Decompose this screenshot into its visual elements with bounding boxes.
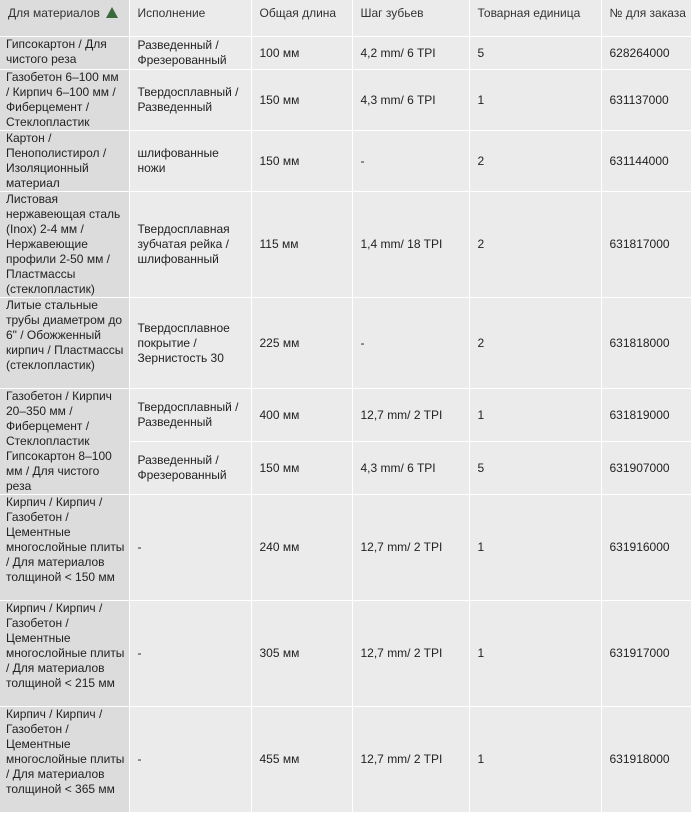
- version-cell: Твердосплавная зубчатая рейка / шлифованный: [129, 192, 251, 298]
- material-cell: Гипсокартон / Для чистого реза: [0, 37, 129, 70]
- length-cell: 225 мм: [251, 298, 352, 389]
- version-cell: -: [129, 601, 251, 707]
- table-row: [0, 298, 691, 389]
- column-header-pitch[interactable]: [352, 0, 469, 37]
- column-header-length[interactable]: [251, 0, 352, 37]
- length-cell: 150 мм: [251, 442, 352, 495]
- length-cell: 305 мм: [251, 601, 352, 707]
- version-cell: шлифованные ножи: [129, 131, 251, 192]
- table-header-row: [0, 0, 691, 37]
- unit-cell: 5: [469, 442, 601, 495]
- version-cell: Разведенный / Фрезерованный: [129, 442, 251, 495]
- pitch-cell: 4,3 mm/ 6 TPI: [352, 70, 469, 131]
- pitch-cell: 12,7 mm/ 2 TPI: [352, 707, 469, 813]
- version-cell: -: [129, 707, 251, 813]
- pitch-cell: -: [352, 131, 469, 192]
- table-row: [0, 707, 691, 813]
- column-header-label: Исполнение: [137, 6, 206, 20]
- unit-cell: 2: [469, 192, 601, 298]
- material-cell: Литые стальные трубы диаметром до 6" / Обожженный кирпич / Пластмассы (стеклопластик): [0, 298, 129, 389]
- length-cell: 240 мм: [251, 495, 352, 601]
- table-row: [0, 131, 691, 192]
- triangle-up-icon[interactable]: [106, 7, 118, 18]
- material-cell: Газобетон / Кирпич 20–350 мм / Фиберцемент / Стеклопластик: [6, 389, 112, 448]
- column-header-unit[interactable]: [469, 0, 601, 37]
- unit-cell: 5: [469, 37, 601, 70]
- pitch-cell: 12,7 mm/ 2 TPI: [352, 601, 469, 707]
- column-header-version[interactable]: [129, 0, 251, 37]
- column-header-label: Общая длина: [259, 6, 337, 20]
- length-cell: 150 мм: [251, 131, 352, 192]
- material-cell: Кирпич / Кирпич / Газобетон / Цементные многослойные плиты / Для материалов толщиной < 365 мм: [0, 707, 129, 813]
- unit-cell: 1: [469, 601, 601, 707]
- column-header-order-number[interactable]: [601, 0, 691, 37]
- order-number-cell: 631918000: [601, 707, 691, 813]
- unit-cell: 1: [469, 707, 601, 813]
- material-cell: Картон / Пенополистирол / Изоляционный материал: [0, 131, 129, 192]
- unit-cell: 2: [469, 298, 601, 389]
- order-number-cell: 631817000: [601, 192, 691, 298]
- unit-cell: 1: [469, 70, 601, 131]
- pitch-cell: -: [352, 298, 469, 389]
- version-cell: Разведенный / Фрезерованный: [129, 37, 251, 70]
- version-cell: -: [129, 495, 251, 601]
- table-row: [0, 495, 691, 601]
- column-header-label: Шаг зубьев: [360, 6, 424, 20]
- material-cell: Листовая нержавеющая сталь (Inox) 2-4 мм / Нержавеющие профили 2-50 мм / Пластмассы (стеклопластик): [0, 192, 129, 298]
- table-row: [0, 192, 691, 298]
- material-cell: Гипсокартон 8–100 мм / Для чистого реза: [6, 449, 112, 493]
- material-cell: Кирпич / Кирпич / Газобетон / Цементные многослойные плиты / Для материалов толщиной < 215 мм: [0, 601, 129, 707]
- version-cell: Твердосплавный / Разведенный: [129, 389, 251, 442]
- order-number-cell: 631907000: [601, 442, 691, 495]
- order-number-cell: 628264000: [601, 37, 691, 70]
- order-number-cell: 631818000: [601, 298, 691, 389]
- material-cell-group: [0, 389, 129, 495]
- order-number-cell: 631137000: [601, 70, 691, 131]
- table-row: [0, 37, 691, 70]
- order-number-cell: 631916000: [601, 495, 691, 601]
- pitch-cell: 4,3 mm/ 6 TPI: [352, 442, 469, 495]
- unit-cell: 1: [469, 389, 601, 442]
- order-number-cell: 631819000: [601, 389, 691, 442]
- version-cell: Твердосплавный / Разведенный: [129, 70, 251, 131]
- table-row: [0, 389, 691, 442]
- length-cell: 150 мм: [251, 70, 352, 131]
- material-cell: Газобетон 6–100 мм / Кирпич 6–100 мм / Фиберцемент / Стеклопластик: [0, 70, 129, 131]
- pitch-cell: 12,7 mm/ 2 TPI: [352, 389, 469, 442]
- material-cell: Кирпич / Кирпич / Газобетон / Цементные многослойные плиты / Для материалов толщиной < 150 мм: [0, 495, 129, 601]
- pitch-cell: 1,4 mm/ 18 TPI: [352, 192, 469, 298]
- column-header-label: Товарная единица: [477, 6, 581, 20]
- column-header-label: № для заказа: [609, 6, 686, 20]
- order-number-cell: 631144000: [601, 131, 691, 192]
- table-row: [0, 601, 691, 707]
- column-header-material[interactable]: [0, 0, 129, 37]
- length-cell: 400 мм: [251, 389, 352, 442]
- length-cell: 100 мм: [251, 37, 352, 70]
- version-cell: Твердосплавное покрытие / Зернистость 30: [129, 298, 251, 389]
- length-cell: 115 мм: [251, 192, 352, 298]
- pitch-cell: 4,2 mm/ 6 TPI: [352, 37, 469, 70]
- unit-cell: 1: [469, 495, 601, 601]
- table-row: [0, 70, 691, 131]
- pitch-cell: 12,7 mm/ 2 TPI: [352, 495, 469, 601]
- unit-cell: 2: [469, 131, 601, 192]
- column-header-label: Для материалов: [8, 6, 100, 20]
- order-number-cell: 631917000: [601, 601, 691, 707]
- length-cell: 455 мм: [251, 707, 352, 813]
